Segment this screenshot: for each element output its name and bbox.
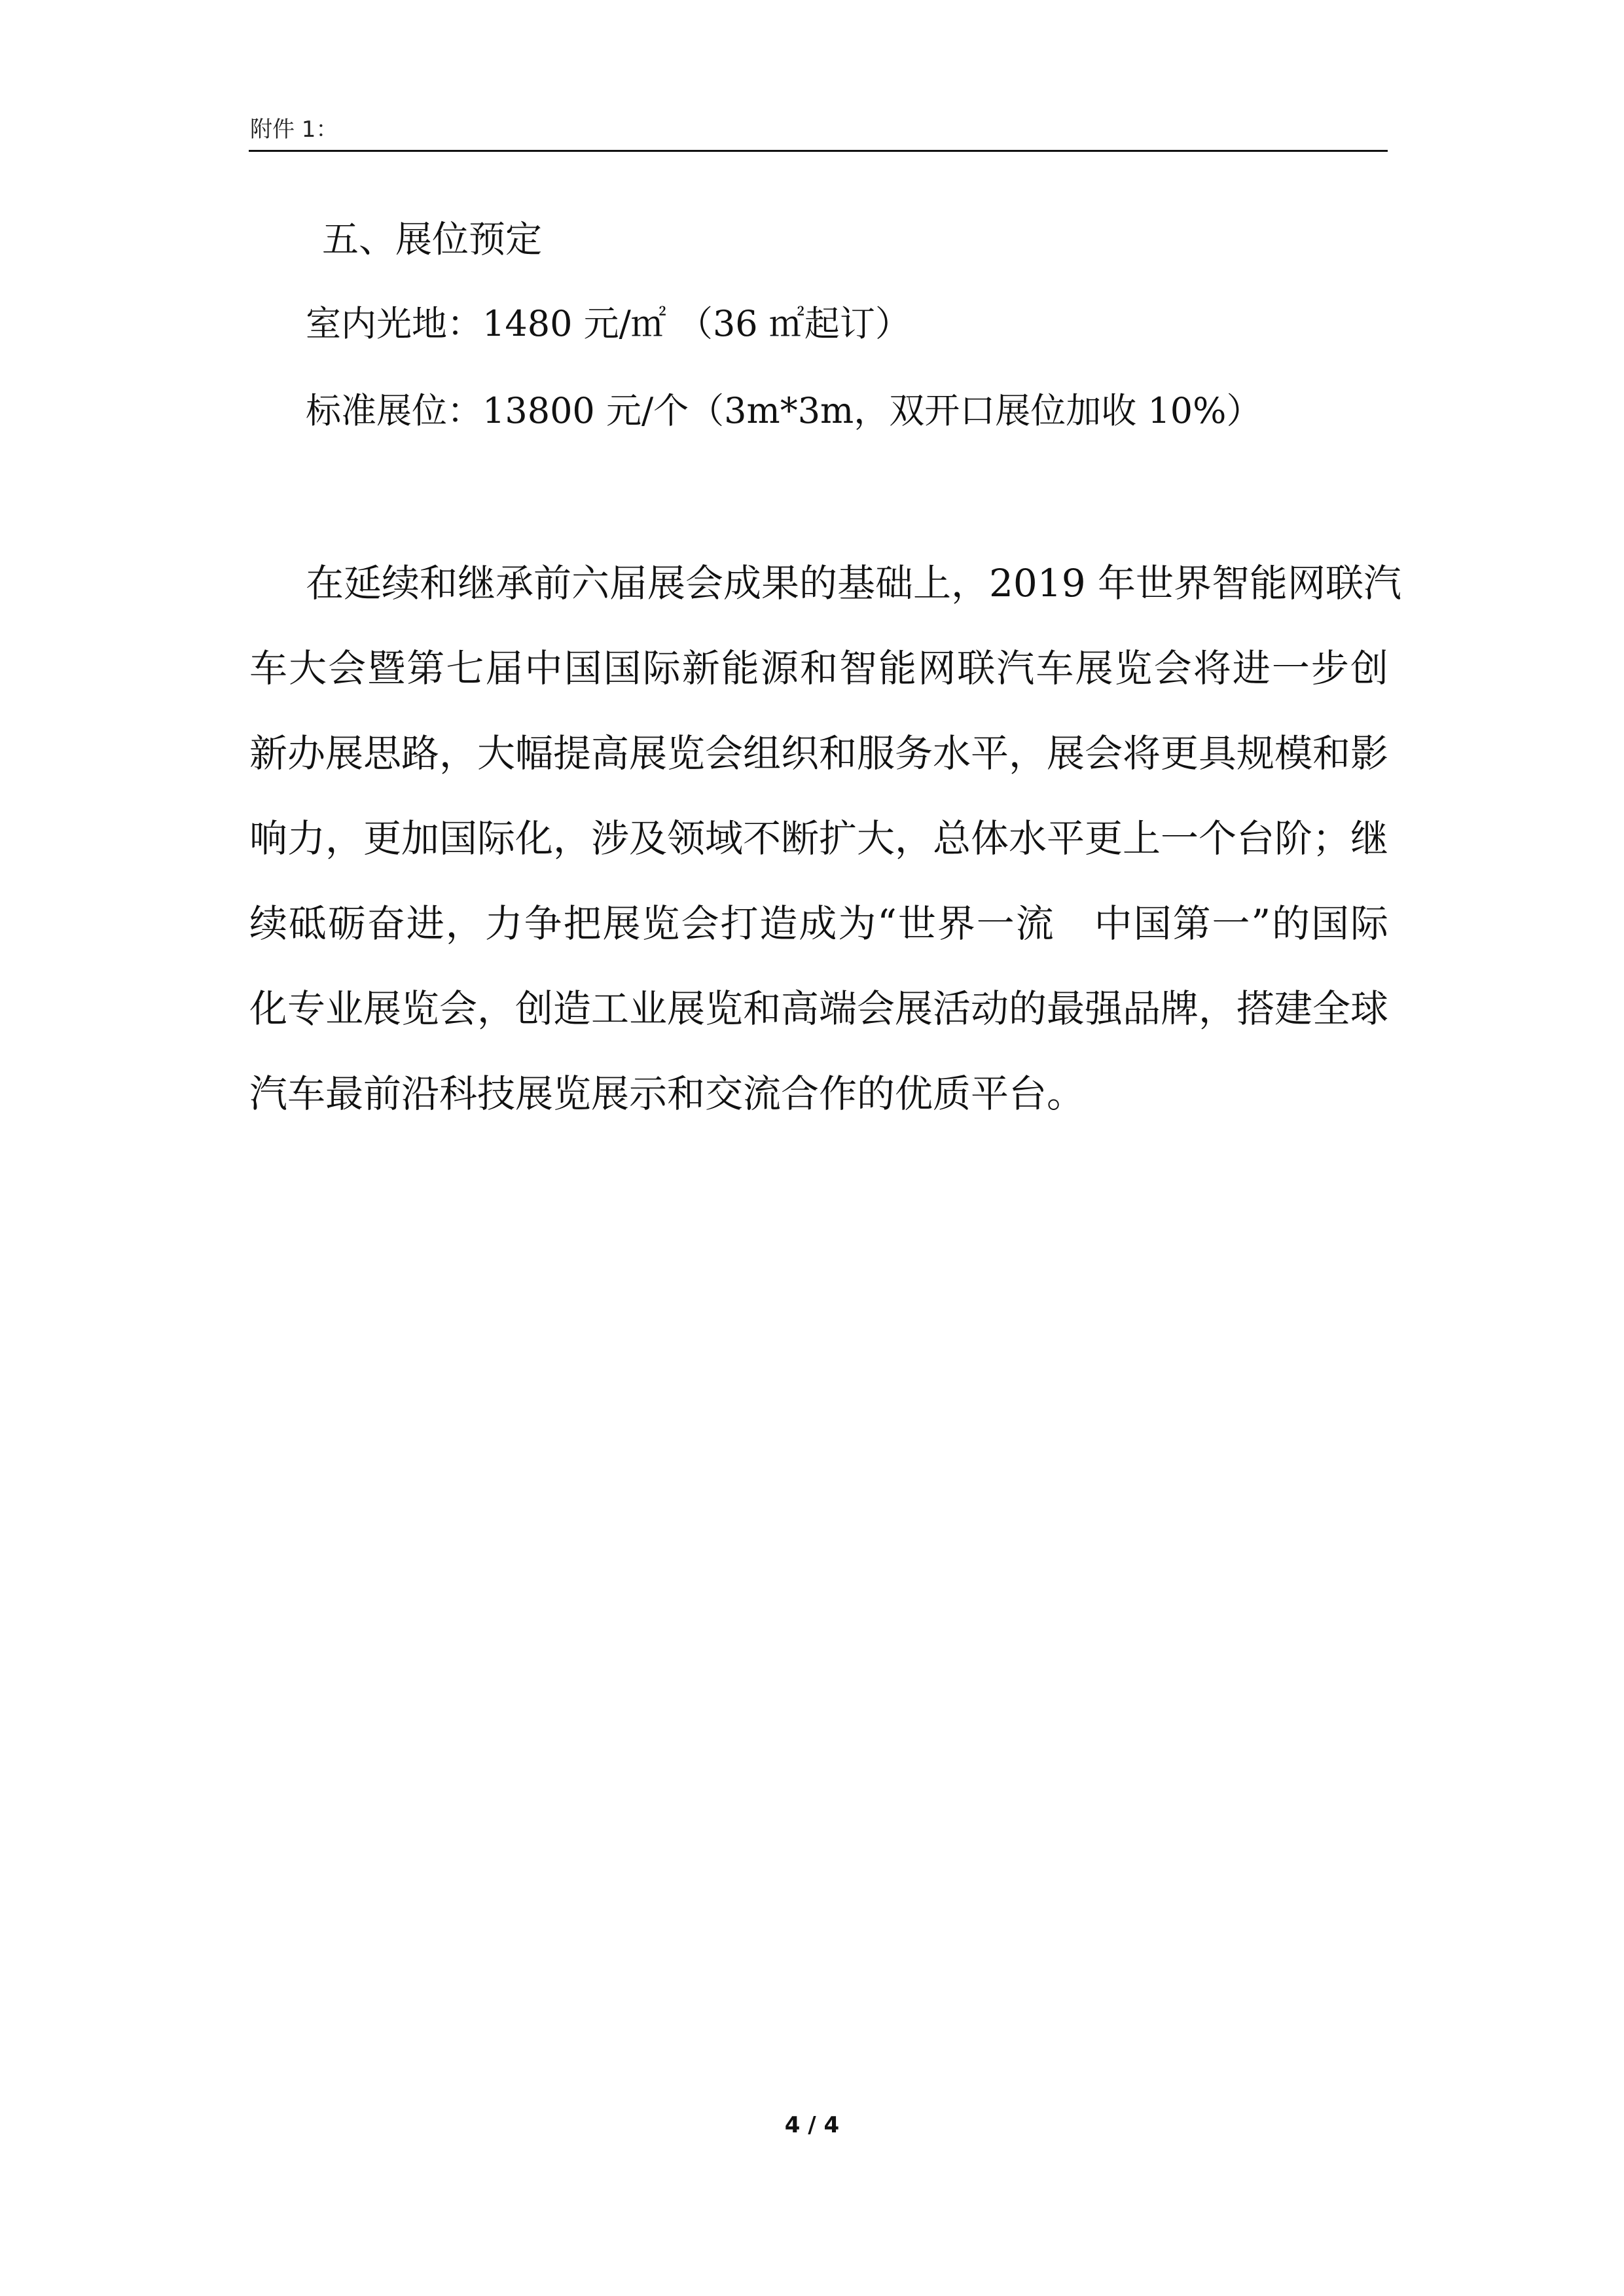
body-line: 化专业展览会，创造工业展览和高端会展活动的最强品牌，搭建全球 — [249, 986, 1389, 1031]
body-line: 新办展思路，大幅提高展览会组织和服务水平，展会将更具规模和影 — [249, 731, 1389, 776]
page-number: 4 / 4 — [784, 2112, 840, 2138]
body-line: 响力，更加国际化，涉及领域不断扩大，总体水平更上一个台阶；继 — [249, 816, 1389, 861]
header-label: 附件 1： — [250, 117, 338, 143]
body-line: 续砥砺奋进，力争把展览会打造成为“世界一流 中国第一”的国际 — [249, 901, 1388, 946]
body-line: 车大会暨第七届中国国际新能源和智能网联汽车展览会将进一步创 — [249, 646, 1388, 691]
price-standard-booth: 标准展位：13800 元/个（3m*3m，双开口展位加收 10%） — [306, 390, 1262, 431]
body-line: 在延续和继承前六届展会成果的基础上，2019 年世界智能网联汽 — [306, 561, 1402, 605]
body-line: 汽车最前沿科技展览展示和交流合作的优质平台。 — [249, 1071, 1085, 1116]
price-indoor-space: 室内光地：1480 元/㎡ （36 ㎡起订） — [306, 303, 911, 344]
header-divider — [249, 150, 1388, 152]
section-heading: 五、展位预定 — [322, 219, 542, 261]
